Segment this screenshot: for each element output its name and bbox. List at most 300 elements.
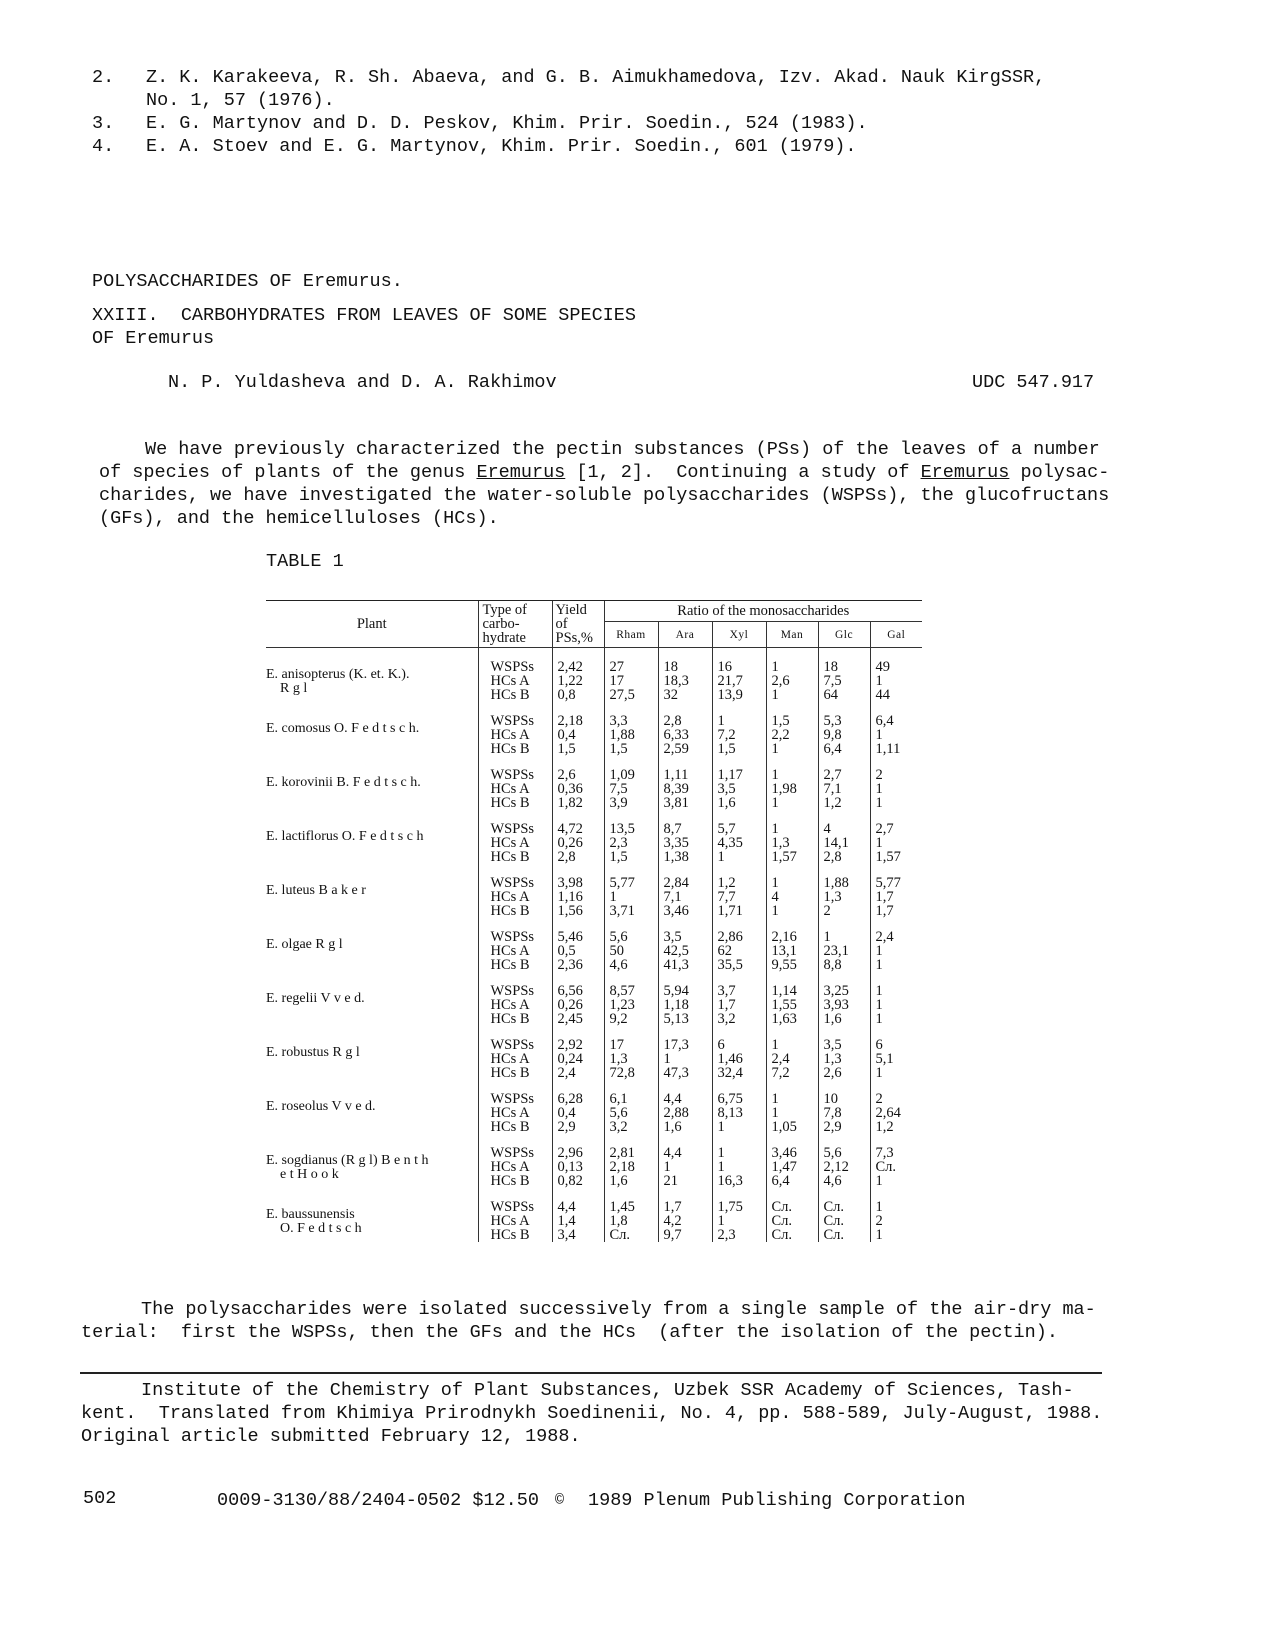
rham-cell: [604, 1080, 658, 1134]
xyl-cell: [712, 810, 766, 864]
xyl-value: 8,13: [717, 1105, 743, 1121]
type-cell: HCs B: [490, 1065, 530, 1081]
type-cell: HCs A: [490, 673, 530, 689]
type-cell: WSPSs: [490, 983, 535, 999]
plant-name: [266, 1080, 478, 1134]
gal-cell: [870, 1134, 922, 1188]
type-cell: HCs B: [490, 741, 530, 757]
glc-value: Сл.: [823, 1213, 845, 1229]
ara-value: 2,88: [663, 1105, 689, 1121]
header-xyl: Xyl: [712, 622, 766, 648]
glc-value: 2,12: [823, 1159, 849, 1175]
rham-value: 1,23: [609, 997, 635, 1013]
xyl-cell: [712, 1134, 766, 1188]
rham-cell: [604, 702, 658, 756]
carbohydrate-type: [478, 864, 552, 918]
gal-value: 1,7: [875, 889, 894, 905]
ara-value: 8,39: [663, 781, 689, 797]
man-cell: [766, 648, 818, 703]
man-value: 1,5: [771, 713, 790, 729]
type-cell: HCs A: [490, 1213, 530, 1229]
gal-value: 1: [875, 997, 883, 1013]
rham-value: 5,77: [609, 875, 635, 891]
xyl-value: 1: [717, 849, 725, 865]
footnote-line: Original article submitted February 12, 1988.: [81, 1426, 581, 1447]
ara-value: 18,3: [663, 673, 689, 689]
xyl-value: 1: [717, 713, 725, 729]
glc-cell: [818, 702, 870, 756]
yield-value: 2,45: [557, 1011, 583, 1027]
xyl-cell: [712, 702, 766, 756]
xyl-value: 21,7: [717, 673, 743, 689]
type-cell: HCs A: [490, 781, 530, 797]
rham-value: Сл.: [609, 1227, 631, 1243]
type-cell: HCs A: [490, 1051, 530, 1067]
yield-value: 6,28: [557, 1091, 583, 1107]
ara-cell: [658, 648, 712, 703]
man-value: 7,2: [771, 1065, 790, 1081]
xyl-value: 1,17: [717, 767, 743, 783]
table-row: [266, 810, 922, 864]
plant-name: [266, 972, 478, 1026]
ara-value: 1,18: [663, 997, 689, 1013]
gal-cell: [870, 1026, 922, 1080]
type-cell: WSPSs: [490, 1037, 535, 1053]
plant-name-line: e t H o o k: [280, 1167, 339, 1182]
header-gal: Gal: [870, 622, 922, 648]
man-value: 1: [771, 1037, 779, 1053]
type-cell: HCs A: [490, 727, 530, 743]
rham-value: 3,9: [609, 795, 628, 811]
copyright-text: 1989 Plenum Publishing Corporation: [588, 1490, 966, 1511]
man-value: 2,16: [771, 929, 797, 945]
ara-cell: [658, 810, 712, 864]
header-man: Man: [766, 622, 818, 648]
glc-cell: [818, 1080, 870, 1134]
carbohydrate-type: [478, 702, 552, 756]
plant-name-line: E. korovinii B. F e d t s c h.: [266, 775, 421, 790]
man-cell: [766, 702, 818, 756]
copyright-symbol: ©: [555, 1492, 565, 1509]
yield-value: 0,8: [557, 687, 576, 703]
rham-value: 17: [609, 673, 624, 689]
ara-value: 1,38: [663, 849, 689, 865]
yield-value: 0,82: [557, 1173, 583, 1189]
plant-name-line: E. sogdianus (R g l) B e n t h: [266, 1153, 429, 1168]
xyl-value: 7,7: [717, 889, 736, 905]
yield-value: 2,92: [557, 1037, 583, 1053]
type-cell: HCs A: [490, 997, 530, 1013]
yield-cell: [552, 972, 604, 1026]
xyl-cell: [712, 1080, 766, 1134]
man-value: 1,98: [771, 781, 797, 797]
man-value: 1: [771, 1105, 779, 1121]
ara-cell: [658, 1134, 712, 1188]
ara-value: 1: [663, 1051, 671, 1067]
gal-cell: [870, 810, 922, 864]
reference-number: 4.: [92, 136, 115, 157]
rham-value: 9,2: [609, 1011, 628, 1027]
gal-value: 1,57: [875, 849, 901, 865]
ara-value: 9,7: [663, 1227, 682, 1243]
xyl-value: 16,3: [717, 1173, 743, 1189]
yield-value: 1,5: [557, 741, 576, 757]
carbohydrate-type: [478, 918, 552, 972]
glc-value: 7,1: [823, 781, 842, 797]
udc-code: UDC 547.917: [972, 372, 1095, 393]
intro-line: of species of plants of the genus Eremurus [1, 2]. Continuing a study of Eremurus polysac-: [99, 462, 1110, 483]
type-cell: WSPSs: [490, 929, 535, 945]
xyl-value: 1,46: [717, 1051, 743, 1067]
man-value: 1: [771, 821, 779, 837]
glc-value: 5,3: [823, 713, 842, 729]
rham-value: 2,81: [609, 1145, 635, 1161]
man-value: Сл.: [771, 1213, 793, 1229]
ara-cell: [658, 1080, 712, 1134]
glc-value: 1,3: [823, 1051, 842, 1067]
gal-value: 1: [875, 1173, 883, 1189]
glc-cell: [818, 1188, 870, 1242]
footnote-line: kent. Translated from Khimiya Prirodnykh Soedinenii, No. 4, pp. 588-589, July-August, 1988.: [81, 1403, 1103, 1424]
glc-value: 3,5: [823, 1037, 842, 1053]
ara-value: 3,46: [663, 903, 689, 919]
rham-value: 1,5: [609, 849, 628, 865]
ara-value: 7,1: [663, 889, 682, 905]
carbohydrate-type: [478, 1134, 552, 1188]
xyl-value: 3,7: [717, 983, 736, 999]
yield-value: 1,4: [557, 1213, 576, 1229]
glc-value: 1,88: [823, 875, 849, 891]
ara-cell: [658, 864, 712, 918]
plant-name: [266, 648, 478, 703]
ara-value: 42,5: [663, 943, 689, 959]
header-yield: Yield of PSs,%: [552, 601, 604, 648]
plant-name-line: E. lactiflorus O. F e d t s c h: [266, 829, 424, 844]
yield-cell: [552, 756, 604, 810]
gal-value: 2,64: [875, 1105, 901, 1121]
xyl-cell: [712, 972, 766, 1026]
glc-value: 10: [823, 1091, 838, 1107]
type-cell: HCs A: [490, 1159, 530, 1175]
xyl-cell: [712, 648, 766, 703]
xyl-value: 3,5: [717, 781, 736, 797]
gal-value: 6,4: [875, 713, 894, 729]
table-row: [266, 972, 922, 1026]
rham-value: 1,8: [609, 1213, 628, 1229]
type-cell: HCs B: [490, 795, 530, 811]
ara-value: 47,3: [663, 1065, 689, 1081]
yield-value: 3,98: [557, 875, 583, 891]
yield-value: 2,4: [557, 1065, 576, 1081]
rham-value: 6,1: [609, 1091, 628, 1107]
header-ara: Ara: [658, 622, 712, 648]
footnote-divider: [80, 1372, 1102, 1374]
type-cell: WSPSs: [490, 875, 535, 891]
yield-value: 0,26: [557, 997, 583, 1013]
rham-value: 3,71: [609, 903, 635, 919]
glc-value: 18: [823, 659, 838, 675]
glc-value: 2,8: [823, 849, 842, 865]
type-cell: HCs A: [490, 835, 530, 851]
ara-value: 1,6: [663, 1119, 682, 1135]
yield-value: 0,5: [557, 943, 576, 959]
glc-value: 4: [823, 821, 831, 837]
header-plant: Plant: [266, 601, 478, 648]
reference-text: E. G. Martynov and D. D. Peskov, Khim. Prir. Soedin., 524 (1983).: [146, 113, 868, 134]
yield-value: 2,42: [557, 659, 583, 675]
yield-value: 2,6: [557, 767, 576, 783]
rham-cell: [604, 1134, 658, 1188]
carbohydrate-type: [478, 648, 552, 703]
glc-value: 3,25: [823, 983, 849, 999]
gal-value: 1: [875, 983, 883, 999]
yield-value: 2,36: [557, 957, 583, 973]
xyl-value: 1: [717, 1213, 725, 1229]
man-value: 1: [771, 741, 779, 757]
ara-value: 4,4: [663, 1145, 682, 1161]
reference-number: 2.: [92, 67, 115, 88]
ara-value: 5,94: [663, 983, 689, 999]
gal-value: 1: [875, 1065, 883, 1081]
glc-cell: [818, 972, 870, 1026]
rham-value: 1,6: [609, 1173, 628, 1189]
header-glc: Glc: [818, 622, 870, 648]
gal-value: 1,7: [875, 903, 894, 919]
yield-value: 4,4: [557, 1199, 576, 1215]
issn-price: 0009-3130/88/2404-0502 $12.50: [217, 1490, 539, 1511]
plant-name-line: E. baussunensis: [266, 1207, 355, 1222]
man-value: 1,57: [771, 849, 797, 865]
man-value: 1: [771, 767, 779, 783]
glc-value: 64: [823, 687, 838, 703]
type-cell: HCs B: [490, 957, 530, 973]
table-row: [266, 702, 922, 756]
xyl-cell: [712, 864, 766, 918]
gal-value: 44: [875, 687, 890, 703]
type-cell: HCs B: [490, 849, 530, 865]
rham-value: 72,8: [609, 1065, 635, 1081]
table-row: [266, 1188, 922, 1242]
rham-value: 3,2: [609, 1119, 628, 1135]
man-value: 6,4: [771, 1173, 790, 1189]
article-title-line-2: OF Eremurus: [92, 328, 215, 349]
table-1: [266, 600, 922, 1242]
ara-cell: [658, 918, 712, 972]
rham-value: 1,45: [609, 1199, 635, 1215]
article-title-line-1: XXIII. CARBOHYDRATES FROM LEAVES OF SOME SPECIES: [92, 305, 636, 326]
reference-text: No. 1, 57 (1976).: [146, 90, 335, 111]
glc-value: 1,2: [823, 795, 842, 811]
xyl-value: 3,2: [717, 1011, 736, 1027]
glc-value: 8,8: [823, 957, 842, 973]
table-caption: TABLE 1: [266, 551, 344, 572]
rham-value: 4,6: [609, 957, 628, 973]
ara-value: 17,3: [663, 1037, 689, 1053]
ara-value: 3,81: [663, 795, 689, 811]
xyl-value: 1: [717, 1145, 725, 1161]
gal-value: 5,77: [875, 875, 901, 891]
gal-value: 5,1: [875, 1051, 894, 1067]
ara-value: 4,2: [663, 1213, 682, 1229]
xyl-value: 16: [717, 659, 732, 675]
man-value: 1: [771, 687, 779, 703]
gal-value: 7,3: [875, 1145, 894, 1161]
yield-cell: [552, 1134, 604, 1188]
yield-value: 5,46: [557, 929, 583, 945]
ara-cell: [658, 756, 712, 810]
table-row: [266, 1080, 922, 1134]
rham-value: 8,57: [609, 983, 635, 999]
yield-value: 2,9: [557, 1119, 576, 1135]
type-cell: WSPSs: [490, 659, 535, 675]
man-value: 2,4: [771, 1051, 790, 1067]
ara-value: 2,59: [663, 741, 689, 757]
type-cell: WSPSs: [490, 1091, 535, 1107]
man-value: 2,6: [771, 673, 790, 689]
man-value: 4: [771, 889, 779, 905]
gal-value: 1,2: [875, 1119, 894, 1135]
plant-name: [266, 918, 478, 972]
intro-line: charides, we have investigated the water-soluble polysaccharides (WSPSs), the glucofructans: [99, 485, 1110, 506]
rham-value: 2,3: [609, 835, 628, 851]
glc-cell: [818, 810, 870, 864]
intro-line: We have previously characterized the pectin substances (PSs) of the leaves of a number: [145, 439, 1100, 460]
yield-value: 0,26: [557, 835, 583, 851]
glc-value: 9,8: [823, 727, 842, 743]
plant-name: [266, 756, 478, 810]
glc-cell: [818, 1134, 870, 1188]
carbohydrate-type: [478, 1080, 552, 1134]
glc-cell: [818, 918, 870, 972]
man-value: 9,55: [771, 957, 797, 973]
ara-value: 5,13: [663, 1011, 689, 1027]
gal-value: 49: [875, 659, 890, 675]
xyl-value: 4,35: [717, 835, 743, 851]
man-value: Сл.: [771, 1227, 793, 1243]
plant-name-line: E. olgae R g l: [266, 937, 343, 952]
xyl-value: 32,4: [717, 1065, 743, 1081]
rham-cell: [604, 918, 658, 972]
man-value: 13,1: [771, 943, 797, 959]
table-row: [266, 864, 922, 918]
body-line: terial: first the WSPSs, then the GFs and the HCs (after the isolation of the pectin).: [81, 1322, 1058, 1343]
glc-value: 1,6: [823, 1011, 842, 1027]
gal-value: 6: [875, 1037, 883, 1053]
yield-value: 0,36: [557, 781, 583, 797]
gal-cell: [870, 756, 922, 810]
gal-value: 1: [875, 943, 883, 959]
ara-cell: [658, 1026, 712, 1080]
rham-cell: [604, 972, 658, 1026]
rham-value: 1,88: [609, 727, 635, 743]
gal-value: 1: [875, 1199, 883, 1215]
yield-value: 2,18: [557, 713, 583, 729]
gal-value: 1: [875, 1011, 883, 1027]
rham-value: 1: [609, 889, 617, 905]
ara-value: 1,7: [663, 1199, 682, 1215]
carbohydrate-type: [478, 972, 552, 1026]
yield-cell: [552, 1026, 604, 1080]
plant-name-line: E. robustus R g l: [266, 1045, 360, 1060]
glc-cell: [818, 1026, 870, 1080]
carbohydrate-type: [478, 1188, 552, 1242]
man-cell: [766, 1188, 818, 1242]
glc-value: 3,93: [823, 997, 849, 1013]
yield-value: 0,24: [557, 1051, 583, 1067]
series-title: POLYSACCHARIDES OF Eremurus.: [92, 271, 403, 292]
table-row: [266, 648, 922, 703]
xyl-value: 1: [717, 1119, 725, 1135]
yield-cell: [552, 810, 604, 864]
ara-value: 18: [663, 659, 678, 675]
rham-cell: [604, 1026, 658, 1080]
carbohydrate-type: [478, 1026, 552, 1080]
man-value: 1,05: [771, 1119, 797, 1135]
glc-value: 23,1: [823, 943, 849, 959]
rham-value: 27: [609, 659, 624, 675]
gal-value: 1: [875, 781, 883, 797]
man-value: 1,63: [771, 1011, 797, 1027]
glc-value: 2,7: [823, 767, 842, 783]
gal-cell: [870, 1080, 922, 1134]
yield-value: 6,56: [557, 983, 583, 999]
page-number: 502: [83, 1488, 117, 1509]
plant-name: [266, 702, 478, 756]
man-cell: [766, 756, 818, 810]
man-cell: [766, 972, 818, 1026]
type-cell: HCs B: [490, 687, 530, 703]
yield-value: 1,22: [557, 673, 583, 689]
xyl-value: 5,7: [717, 821, 736, 837]
yield-cell: [552, 1188, 604, 1242]
glc-value: 6,4: [823, 741, 842, 757]
plant-name: [266, 1188, 478, 1242]
rham-value: 17: [609, 1037, 624, 1053]
plant-name-line: R g l: [280, 681, 308, 696]
rham-value: 1,3: [609, 1051, 628, 1067]
rham-value: 1,5: [609, 741, 628, 757]
yield-value: 1,16: [557, 889, 583, 905]
type-cell: HCs B: [490, 1173, 530, 1189]
xyl-value: 7,2: [717, 727, 736, 743]
gal-cell: [870, 1188, 922, 1242]
rham-cell: [604, 1188, 658, 1242]
gal-value: 2: [875, 1213, 883, 1229]
xyl-value: 1,2: [717, 875, 736, 891]
type-cell: HCs B: [490, 903, 530, 919]
plant-name-line: E. luteus B a k e r: [266, 883, 366, 898]
xyl-value: 1,6: [717, 795, 736, 811]
rham-cell: [604, 756, 658, 810]
glc-value: 2,9: [823, 1119, 842, 1135]
man-cell: [766, 864, 818, 918]
reference-text: E. A. Stoev and E. G. Martynov, Khim. Prir. Soedin., 601 (1979).: [146, 136, 857, 157]
glc-value: 4,6: [823, 1173, 842, 1189]
glc-value: 5,6: [823, 1145, 842, 1161]
xyl-cell: [712, 918, 766, 972]
gal-value: 2,4: [875, 929, 894, 945]
gal-cell: [870, 918, 922, 972]
gal-value: 1: [875, 673, 883, 689]
rham-value: 1,09: [609, 767, 635, 783]
carbohydrate-type: [478, 810, 552, 864]
table-row: [266, 918, 922, 972]
ara-value: 2,8: [663, 713, 682, 729]
ara-value: 32: [663, 687, 678, 703]
glc-value: 1,3: [823, 889, 842, 905]
intro-line: (GFs), and the hemicelluloses (HCs).: [99, 508, 499, 529]
gal-value: 1: [875, 957, 883, 973]
